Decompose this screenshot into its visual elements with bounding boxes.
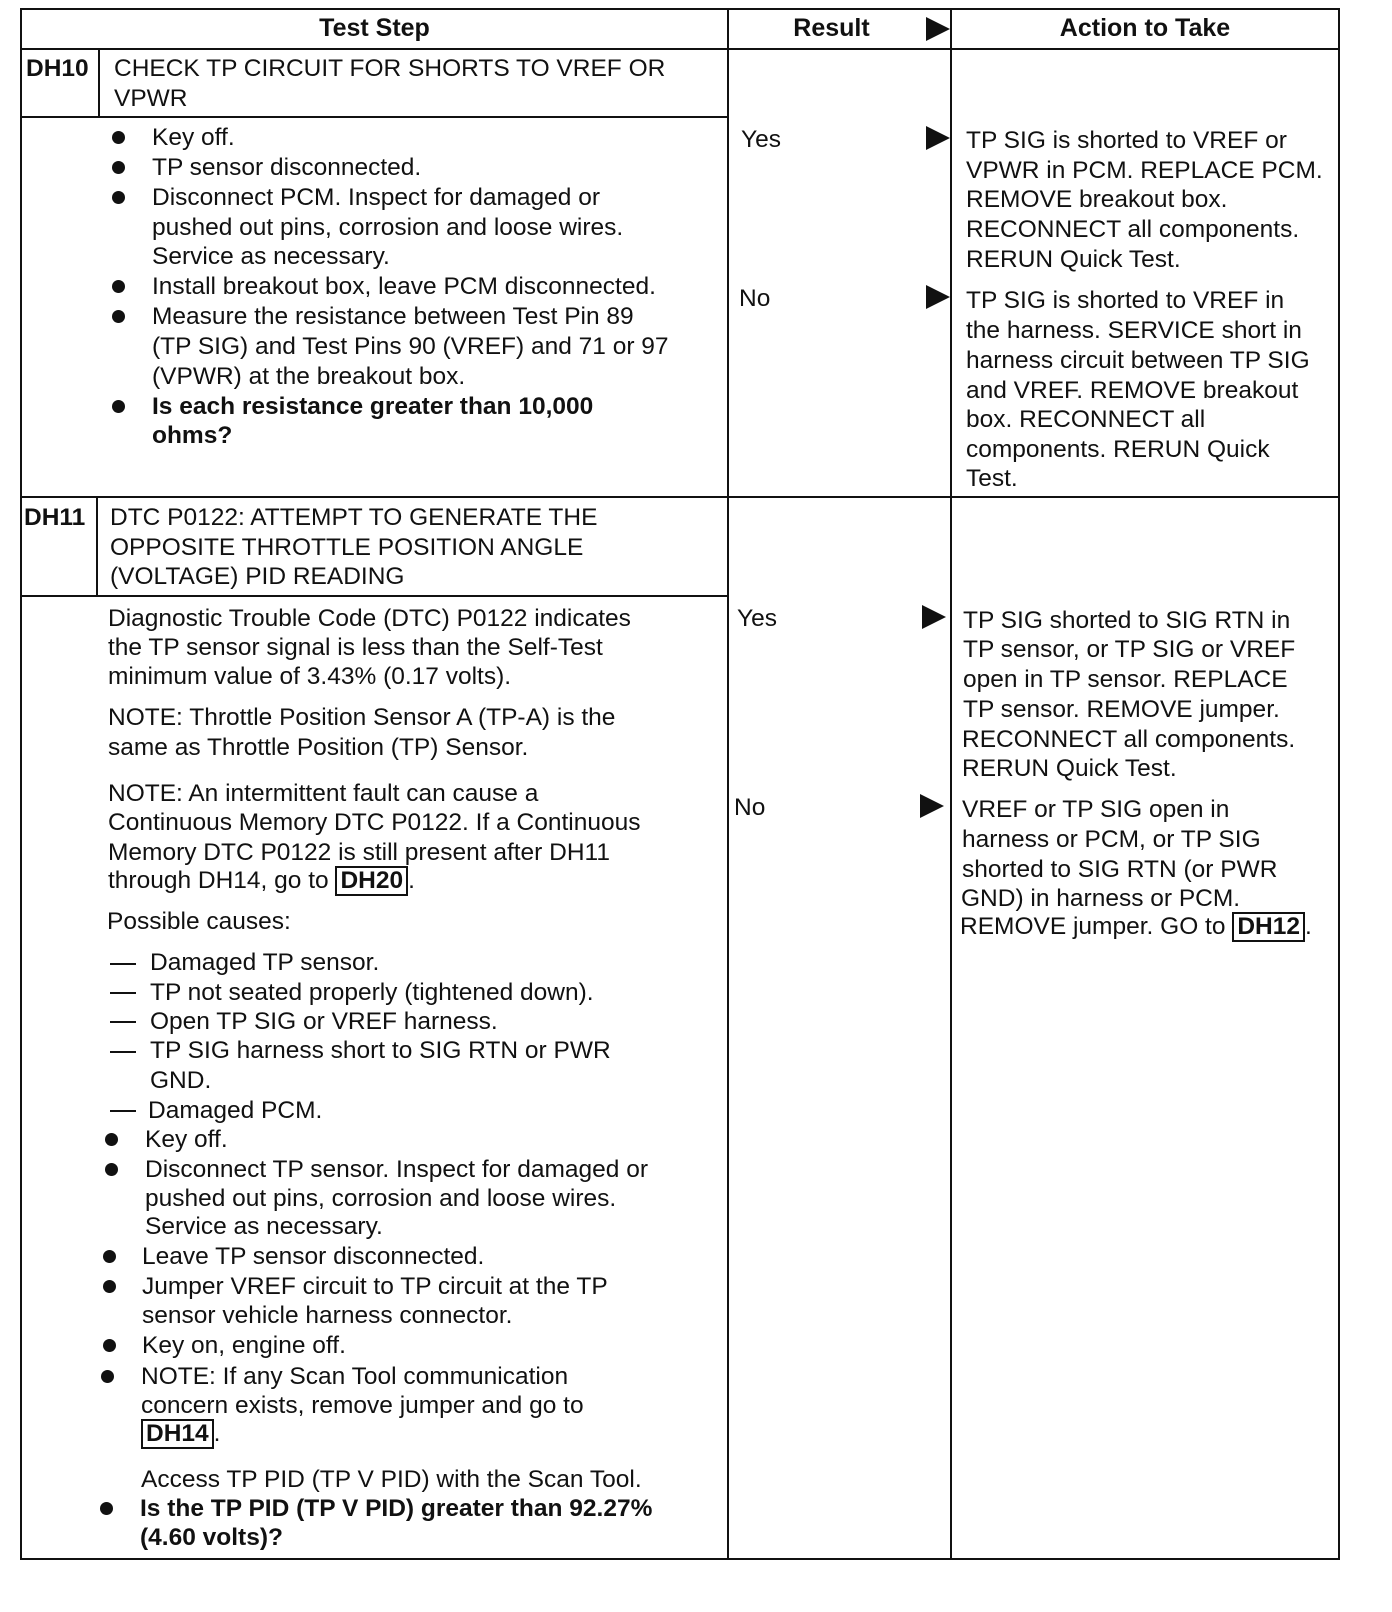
dh12-link[interactable]: DH12 [1232, 912, 1305, 942]
dh11-result-yes: Yes [737, 605, 777, 632]
dh10-title-line: CHECK TP CIRCUIT FOR SHORTS TO VREF OR [114, 55, 666, 82]
dash-icon [110, 1021, 136, 1023]
dh10-bullet: pushed out pins, corrosion and loose wires. [152, 214, 624, 241]
dh10-bullet: Key off. [152, 124, 235, 151]
dh10-bullet: Service as necessary. [152, 243, 390, 270]
bullet-icon [112, 161, 125, 174]
dh11-note-suffix: . [408, 867, 415, 894]
dh11-bullet: NOTE: If any Scan Tool communication [141, 1363, 569, 1390]
dh10-bullet: (TP SIG) and Test Pins 90 (VREF) and 71 or 97 [152, 333, 669, 360]
dh10-step-id: DH10 [26, 55, 89, 82]
dh11-access: Access TP PID (TP V PID) with the Scan Tool. [141, 1466, 642, 1493]
dh10-result-no: No [739, 285, 771, 312]
bullet-icon [112, 191, 125, 204]
table-border-bottom [20, 1558, 1340, 1560]
dh11-bullet: concern exists, remove jumper and go to [141, 1392, 584, 1419]
dh10-yes-action: RERUN Quick Test. [966, 246, 1181, 273]
dh10-title-underline [20, 116, 728, 118]
dh11-yes-action: TP sensor, or TP SIG or VREF [963, 636, 1296, 663]
dh11-note-last-line [108, 866, 415, 896]
dh11-cause: TP not seated properly (tightened down). [150, 979, 594, 1006]
dh11-bullet: Leave TP sensor disconnected. [142, 1243, 485, 1270]
bullet-icon [103, 1339, 116, 1352]
dh10-yes-action: RECONNECT all components. [966, 216, 1300, 243]
dh11-yes-action: open in TP sensor. REPLACE [963, 666, 1288, 693]
header-arrow-icon [926, 17, 950, 41]
dh10-question: ohms? [152, 422, 233, 449]
bullet-icon [101, 1370, 114, 1383]
dh10-no-action: and VREF. REMOVE breakout [966, 377, 1299, 404]
dash-icon [110, 1110, 136, 1112]
col-divider-action [950, 8, 952, 1560]
dh11-no-action-suffix: . [1304, 913, 1312, 940]
dh10-bullet: (VPWR) at the breakout box. [152, 363, 466, 390]
dh10-yes-action: VPWR in PCM. REPLACE PCM. [966, 157, 1323, 184]
dh11-bullet: Jumper VREF circuit to TP circuit at the TP [142, 1273, 608, 1300]
header-action: Action to Take [1059, 14, 1231, 42]
dh11-yes-action: RECONNECT all components. [962, 726, 1296, 753]
bullet-icon [112, 400, 125, 413]
dh11-no-action: harness or PCM, or TP SIG [962, 826, 1261, 853]
header-divider [20, 48, 1340, 50]
dh10-bullet: Install breakout box, leave PCM disconnected. [152, 273, 656, 300]
dh11-note: Memory DTC P0122 is still present after DH11 [108, 839, 610, 866]
dh11-bullet: sensor vehicle harness connector. [142, 1302, 513, 1329]
dh10-bullet: Disconnect PCM. Inspect for damaged or [152, 184, 601, 211]
table-border-right [1338, 8, 1340, 1560]
arrow-right-icon [926, 126, 950, 150]
bullet-icon [100, 1502, 113, 1515]
dh11-bullet: Service as necessary. [145, 1213, 383, 1240]
table-border-top [20, 8, 1340, 10]
dh11-title-line: DTC P0122: ATTEMPT TO GENERATE THE [110, 504, 598, 531]
dh11-bullet-ref-line [141, 1419, 220, 1449]
bullet-icon [105, 1133, 118, 1146]
dh20-link[interactable]: DH20 [335, 866, 408, 896]
dh11-no-action-text: REMOVE jumper. GO to [960, 913, 1233, 940]
bullet-icon [112, 310, 125, 323]
dh11-no-action: GND) in harness or PCM. [961, 885, 1241, 912]
dh10-result-yes: Yes [741, 126, 781, 153]
dh11-id-divider [96, 496, 98, 596]
arrow-right-icon [920, 794, 944, 818]
dh11-yes-action: RERUN Quick Test. [962, 755, 1177, 782]
dh11-bullet: pushed out pins, corrosion and loose wires. [145, 1185, 617, 1212]
dh11-cause: Damaged PCM. [148, 1097, 323, 1124]
col-divider-result [727, 8, 729, 1560]
dh11-intro: minimum value of 3.43% (0.17 volts). [108, 663, 512, 690]
dh14-link[interactable]: DH14 [141, 1419, 214, 1449]
dh11-causes-title: Possible causes: [107, 908, 291, 935]
bullet-icon [112, 280, 125, 293]
dh10-no-action: TP SIG is shorted to VREF in [966, 287, 1285, 314]
dh11-cause: TP SIG harness short to SIG RTN or PWR [150, 1037, 611, 1064]
dh10-title-line: VPWR [114, 85, 188, 112]
dh11-question: (4.60 volts)? [140, 1524, 283, 1551]
dh11-intro: Diagnostic Trouble Code (DTC) P0122 indicates [108, 605, 631, 632]
dh11-no-action-last-line [960, 912, 1312, 942]
dh11-note: Continuous Memory DTC P0122. If a Continuous [108, 809, 641, 836]
dh11-no-action: VREF or TP SIG open in [962, 796, 1230, 823]
dh11-cause: GND. [150, 1067, 212, 1094]
dh11-note: NOTE: An intermittent fault can cause a [108, 780, 539, 807]
arrow-right-icon [926, 285, 950, 309]
dh11-no-action: shorted to SIG RTN (or PWR [962, 856, 1278, 883]
dh11-cause: Damaged TP sensor. [150, 949, 380, 976]
dh11-bullet: Key off. [145, 1126, 228, 1153]
header-test-step: Test Step [319, 14, 430, 42]
dh10-question: Is each resistance greater than 10,000 [152, 393, 594, 420]
dh11-intro: the TP sensor signal is less than the Self-Test [108, 634, 603, 661]
section-divider [20, 496, 1340, 498]
dh11-yes-action: TP sensor. REMOVE jumper. [963, 696, 1280, 723]
dh10-bullet: TP sensor disconnected. [152, 154, 422, 181]
dh11-note: same as Throttle Position (TP) Sensor. [108, 734, 529, 761]
dh11-bullet: Disconnect TP sensor. Inspect for damaged or [145, 1156, 648, 1183]
dh11-cause: Open TP SIG or VREF harness. [150, 1008, 498, 1035]
dh11-step-id: DH11 [24, 504, 86, 531]
dh11-result-no: No [734, 794, 766, 821]
bullet-icon [103, 1280, 116, 1293]
dh10-id-divider [98, 48, 100, 118]
dh11-title-line: (VOLTAGE) PID READING [110, 563, 405, 590]
dh10-bullet: Measure the resistance between Test Pin 89 [152, 303, 634, 330]
dash-icon [110, 992, 136, 994]
dh11-yes-action: TP SIG shorted to SIG RTN in [963, 607, 1291, 634]
bullet-icon [105, 1163, 118, 1176]
bullet-icon [103, 1250, 116, 1263]
dh11-title-underline [20, 595, 728, 597]
dh11-title-line: OPPOSITE THROTTLE POSITION ANGLE [110, 534, 584, 561]
header-result: Result [793, 14, 870, 42]
dh11-ref-suffix: . [213, 1420, 221, 1447]
dh11-note-text: through DH14, go to [108, 867, 336, 894]
dh10-no-action: box. RECONNECT all [966, 406, 1206, 433]
dash-icon [110, 1051, 136, 1053]
dh11-bullet: Key on, engine off. [142, 1332, 346, 1359]
dh10-no-action: components. RERUN Quick [966, 436, 1270, 463]
dh10-yes-action: REMOVE breakout box. [966, 186, 1228, 213]
dh10-no-action: harness circuit between TP SIG [966, 347, 1310, 374]
table-border-left [20, 8, 22, 1560]
dh11-question: Is the TP PID (TP V PID) greater than 92.27% [140, 1495, 653, 1522]
arrow-right-icon [922, 605, 946, 629]
dh11-note: NOTE: Throttle Position Sensor A (TP-A) is the [108, 704, 616, 731]
dh10-no-action: the harness. SERVICE short in [966, 317, 1302, 344]
dh10-yes-action: TP SIG is shorted to VREF or [966, 127, 1287, 154]
dash-icon [110, 963, 136, 965]
bullet-icon [112, 131, 125, 144]
dh10-no-action: Test. [966, 465, 1018, 492]
